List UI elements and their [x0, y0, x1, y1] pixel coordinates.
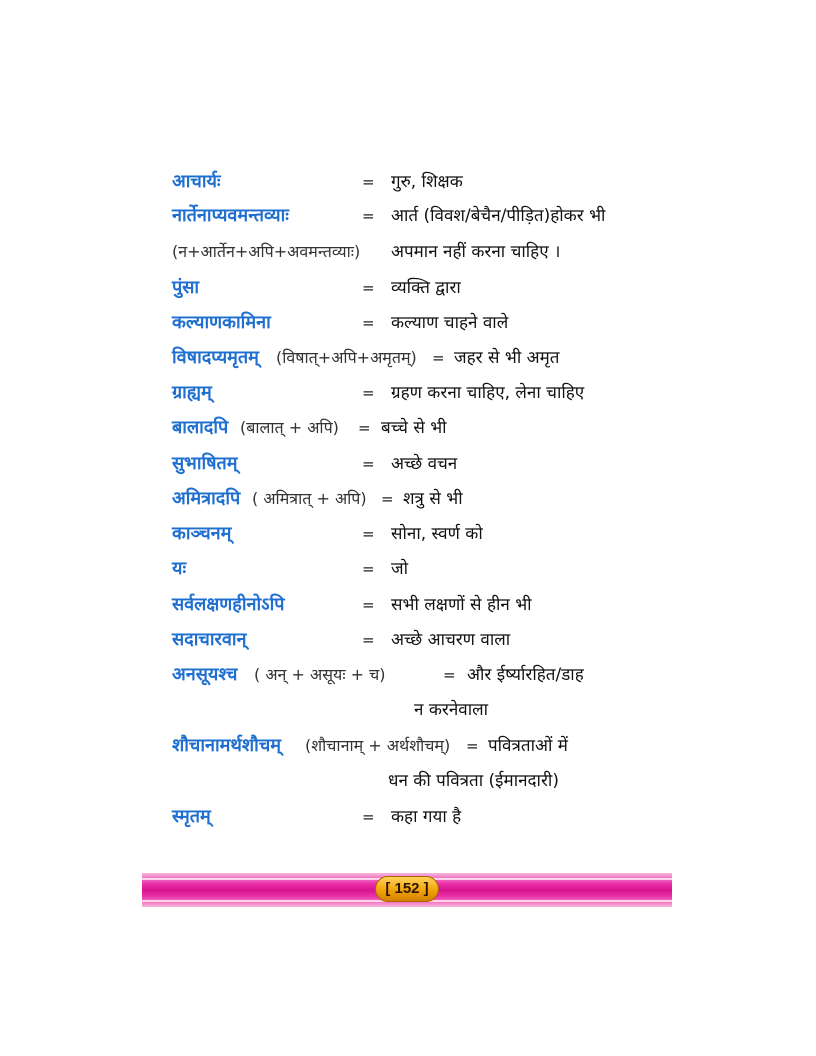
glossary-row: [0, 729, 816, 763]
glossary-meaning: न करनेवाला: [414, 700, 489, 720]
glossary-row: [0, 658, 816, 692]
glossary-meaning: बच्चे से भी: [381, 418, 447, 438]
glossary-term: काञ्चनम्: [172, 523, 232, 544]
glossary-meaning: अच्छे वचन: [391, 454, 458, 474]
glossary-meaning: अपमान नहीं करना चाहिए ।: [391, 242, 561, 262]
glossary-row: [0, 376, 816, 410]
glossary-term: आचार्यः: [172, 171, 221, 192]
glossary-row: [0, 447, 816, 481]
glossary-row: [0, 411, 816, 445]
glossary-row: [0, 623, 816, 657]
glossary-term: विषादप्यमृतम्: [172, 347, 259, 368]
equals-sign: =: [362, 384, 375, 402]
glossary-meaning: और ईर्ष्यारहित/डाह: [467, 665, 584, 685]
glossary-term: शौचानामर्थशौचम्: [172, 735, 282, 756]
glossary-term: सुभाषितम्: [172, 453, 238, 474]
glossary-meaning: गुरु, शिक्षक: [391, 172, 463, 192]
glossary-meaning: शत्रु से भी: [403, 489, 463, 509]
glossary-breakdown: ( अमित्रात् + अपि): [252, 489, 367, 508]
equals-sign: =: [362, 808, 375, 826]
equals-sign: =: [362, 525, 375, 543]
equals-sign: =: [358, 419, 371, 437]
equals-sign: =: [362, 207, 375, 225]
glossary-row: [0, 199, 816, 233]
glossary-meaning: धन की पवित्रता (ईमानदारी): [388, 771, 559, 791]
glossary-meaning: सभी लक्षणों से हीन भी: [391, 595, 532, 615]
equals-sign: =: [443, 666, 456, 684]
glossary-breakdown: (शौचानाम् + अर्थशौचम्): [305, 736, 451, 755]
glossary-row: [0, 800, 816, 834]
glossary-term: अनसूयश्च: [172, 664, 238, 685]
glossary-term: नार्तेनाप्यवमन्तव्याः: [172, 205, 289, 226]
equals-sign: =: [362, 560, 375, 578]
glossary-meaning: ग्रहण करना चाहिए, लेना चाहिए: [391, 383, 585, 403]
glossary-row-continuation: [0, 693, 816, 727]
equals-sign: =: [362, 455, 375, 473]
glossary-row: [0, 271, 816, 305]
equals-sign: =: [362, 173, 375, 191]
equals-sign: =: [362, 631, 375, 649]
equals-sign: =: [362, 596, 375, 614]
equals-sign: =: [381, 490, 394, 508]
glossary-meaning: कहा गया है: [391, 807, 462, 827]
glossary-term: सदाचारवान्: [172, 629, 247, 650]
glossary-row: [0, 552, 816, 586]
glossary-row: [0, 235, 816, 269]
glossary-term: अमित्रादपि: [172, 488, 241, 509]
glossary-meaning: जहर से भी अमृत: [454, 348, 560, 368]
equals-sign: =: [362, 279, 375, 297]
equals-sign: =: [466, 737, 479, 755]
glossary-term: स्मृतम्: [172, 806, 211, 827]
glossary-breakdown: ( अन् + असूयः + च): [254, 665, 386, 684]
glossary-breakdown: (बालात् + अपि): [240, 418, 339, 437]
glossary-meaning: आर्त (विवश/बेचैन/पीड़ित)होकर भी: [391, 206, 606, 226]
glossary-breakdown: (न+आर्तेन+अपि+अवमन्तव्याः): [172, 242, 361, 261]
glossary-term: सर्वलक्षणहीनोऽपि: [172, 594, 285, 615]
glossary-term: कल्याणकामिना: [172, 312, 271, 333]
equals-sign: =: [362, 314, 375, 332]
glossary-row: [0, 306, 816, 340]
glossary-meaning: अच्छे आचरण वाला: [391, 630, 511, 650]
glossary-meaning: व्यक्ति द्वारा: [391, 278, 461, 298]
glossary-term: पुंसा: [172, 277, 200, 298]
glossary-row: [0, 482, 816, 516]
equals-sign: =: [432, 349, 445, 367]
glossary-row-continuation: [0, 764, 816, 798]
page-number-badge: [ 152 ]: [375, 876, 439, 902]
glossary-row: [0, 517, 816, 551]
glossary-row: [0, 341, 816, 375]
glossary-breakdown: (विषात्+अपि+अमृतम्): [276, 348, 417, 367]
glossary-term: यः: [172, 558, 187, 579]
glossary-meaning: जो: [391, 559, 409, 579]
glossary-term: ग्राह्यम्: [172, 382, 212, 403]
glossary-row: [0, 588, 816, 622]
glossary-term: बालादपि: [172, 417, 229, 438]
glossary-row: [0, 165, 816, 199]
glossary-meaning: सोना, स्वर्ण को: [391, 524, 483, 544]
glossary-meaning: पवित्रताओं में: [488, 736, 568, 756]
glossary-meaning: कल्याण चाहने वाले: [391, 313, 509, 333]
